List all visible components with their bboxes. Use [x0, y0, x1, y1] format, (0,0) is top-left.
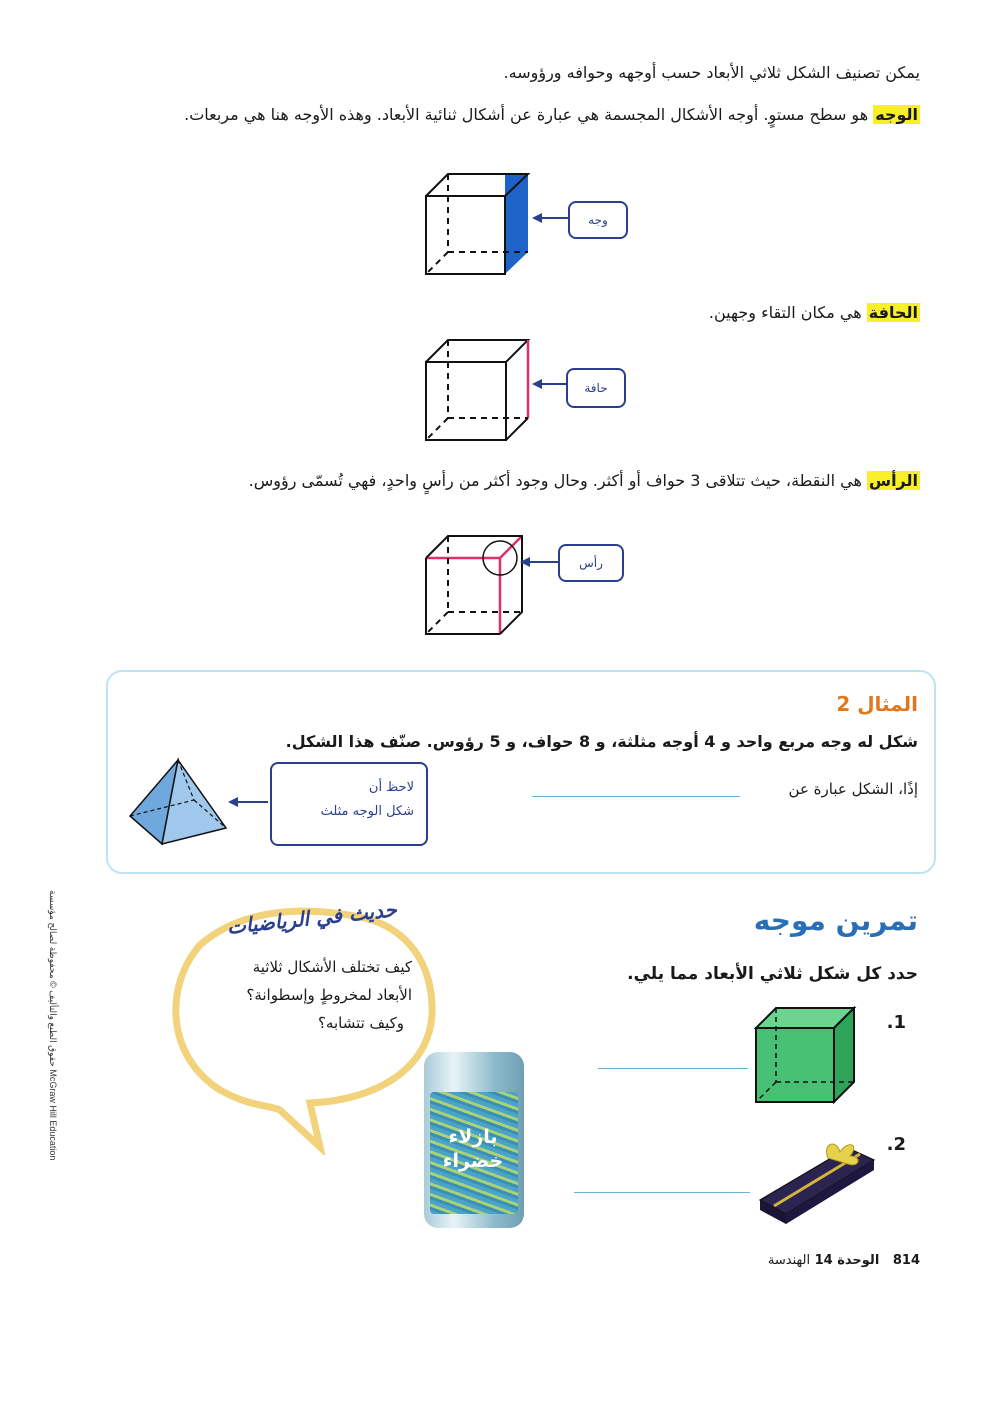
arrowhead: [228, 797, 238, 807]
pyramid-figure: [122, 752, 272, 852]
highlighted-edge: [500, 536, 522, 558]
highlighted-face: [505, 174, 528, 274]
unit-label: الوحدة 14: [814, 1253, 880, 1268]
practice-instruction: حدد كل شكل ثلاثي الأبعاد مما يلي.: [627, 964, 918, 984]
hidden-edge: [426, 612, 448, 634]
vertex-label: رأس: [558, 544, 624, 582]
can-label-2: خضراء: [442, 1150, 504, 1172]
can-label-1: بازلاء: [448, 1126, 498, 1148]
note-line-1: لاحظ أن: [368, 780, 414, 795]
cube-top: [426, 340, 528, 362]
vertex-definition-text: هي النقطة، حيث تتلاقى 3 حواف أو أكثر. وحال وجود أكثر من رأسٍ واحدٍ، فهي تُسمّى رؤوس.: [248, 471, 862, 490]
green-cube: [752, 1004, 860, 1106]
hidden-edge: [426, 418, 448, 440]
edge-definition-text: هي مكان التقاء وجهين.: [708, 303, 862, 322]
example-answer-prefix: إذًا، الشكل عبارة عن: [788, 780, 918, 798]
practice-title: تمرين موجه: [753, 904, 918, 937]
talk-banner-text: حديث في الرياضيات: [225, 897, 398, 939]
topic-label: الهندسة: [767, 1253, 811, 1268]
example-note-box: [270, 762, 428, 846]
intro-text: يمكن تصنيف الشكل ثلاثي الأبعاد حسب أوجهه وحوافه ورؤوسه.: [503, 63, 920, 82]
cube-side: [506, 418, 528, 440]
example-title: المثال 2: [836, 692, 918, 716]
hidden-edge: [426, 252, 448, 274]
vertex-definition: [172, 466, 920, 496]
arrowhead: [532, 213, 542, 223]
can-image: [424, 1052, 524, 1228]
face-definition-text: هو سطح مستوٍ. أوجه الأشكال المجسمة هي عبارة عن أشكال ثنائية الأبعاد. وهذه الأوجه هنا هي مربعات.: [184, 105, 869, 124]
vertex-term: الرأس: [868, 471, 918, 490]
copyright-credit: حقوق الطبع والتأليف © محفوظة لصالح مؤسسة McGraw Hill Education: [48, 890, 58, 1161]
practice-item-number: 2.: [886, 1134, 906, 1155]
edge-definition: [560, 298, 920, 328]
talk-line-3: وكيف تتشابه؟: [317, 1014, 404, 1032]
example-answer-line[interactable]: [532, 796, 740, 797]
note-line-2: شكل الوجه مثلث: [320, 804, 414, 819]
example-question: شكل له وجه مربع واحد و 4 أوجه مثلثة، و 8 حواف، و 5 رؤوس. صنّف هذا الشكل.: [285, 732, 918, 751]
face-label: وجه: [568, 201, 628, 239]
face-definition: [160, 100, 920, 130]
talk-line-1: كيف تختلف الأشكال ثلاثية: [252, 958, 412, 976]
face-term: الوجه: [875, 105, 918, 124]
talk-line-2: الأبعاد لمخروطٍ وإسطوانة؟: [246, 986, 412, 1004]
gift-box-prism: [756, 1130, 878, 1228]
page-number: 814: [892, 1253, 920, 1268]
page-footer: [700, 1253, 920, 1268]
edge-term: الحافة: [868, 303, 918, 322]
practice-answer-line-2[interactable]: [574, 1192, 750, 1193]
arrowhead: [532, 379, 542, 389]
edge-label: حافة: [566, 368, 626, 408]
practice-item-number: 1.: [886, 1012, 906, 1033]
practice-answer-line-1[interactable]: [598, 1068, 748, 1069]
